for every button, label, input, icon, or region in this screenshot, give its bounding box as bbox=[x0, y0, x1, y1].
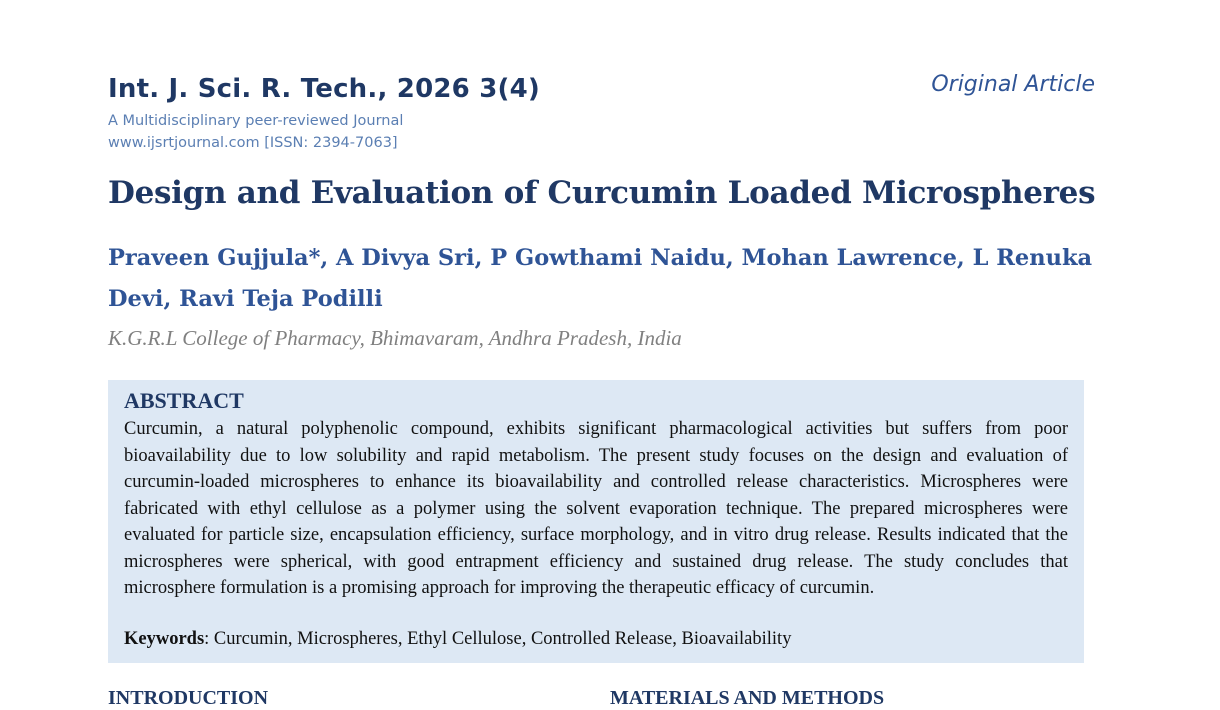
abstract-heading: ABSTRACT bbox=[124, 388, 244, 413]
section-heading-materials-methods: MATERIALS AND METHODS bbox=[610, 687, 885, 709]
abstract-text: Curcumin, a natural polyphenolic compound, exhibits significant pharmacological activities but suffers from poor bioavailability due to low solubility and rapid metabolism. The present study focuses on the design and evaluation of curcumin-loaded microspheres to enhance its bioavailability and controlled release characteristics. Microspheres were fabricated with ethyl cellulose as a polymer using the solvent evaporation technique. The prepared microspheres were evaluated for particle size, encapsulation efficiency, surface morphology, and in vitro drug release. Results indicated that the microspheres were spherical, with good entrapment efficiency and sustained drug release. The study concludes that microsphere formulation is a promising approach for improving the therapeutic efficacy of curcumin. bbox=[124, 419, 1068, 598]
journal-tagline: A Multidisciplinary peer-reviewed Journal bbox=[108, 113, 404, 129]
keywords-list: : Curcumin, Microspheres, Ethyl Cellulose, Controlled Release, Bioavailability bbox=[204, 628, 792, 649]
article-type: Original Article bbox=[931, 72, 1095, 97]
section-heading-introduction: INTRODUCTION bbox=[108, 687, 269, 709]
keywords bbox=[124, 626, 1068, 652]
author-list: Praveen Gujjula*, A Divya Sri, P Gowthami Naidu, Mohan Lawrence, L Renuka Devi, Ravi Teja Podilli bbox=[108, 245, 1093, 312]
paper-title: Design and Evaluation of Curcumin Loaded Microspheres bbox=[108, 175, 1096, 211]
journal-website: www.ijsrtjournal.com [ISSN: 2394-7063] bbox=[108, 135, 398, 151]
affiliation: K.G.R.L College of Pharmacy, Bhimavaram, Andhra Pradesh, India bbox=[108, 326, 682, 350]
abstract-box bbox=[108, 380, 1084, 663]
journal-name: Int. J. Sci. R. Tech., 2026 3(4) bbox=[108, 74, 540, 104]
keywords-label: Keywords bbox=[124, 628, 205, 649]
